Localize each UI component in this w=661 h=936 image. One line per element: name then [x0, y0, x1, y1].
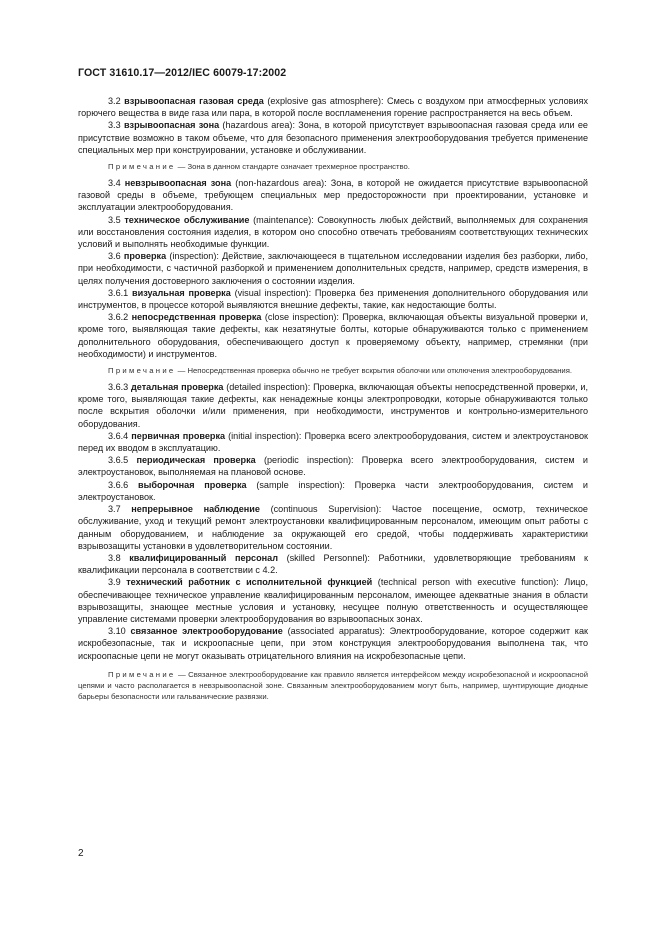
note-1: Примечание — Зона в данном стандарте означает трехмерное пространство. — [108, 162, 410, 172]
clause-3-4: 3.4 невзрывоопасная зона (non-hazardous area): Зона, в которой не ожидается присутствие взрывоопасной газовой среды в объеме, требующем специальных мер предосторожности при проектировании, установке и эксплуатации электрооборудования. — [78, 178, 588, 213]
clause-3-3: 3.3 взрывоопасная зона (hazardous area): Зона, в которой присутствует взрывоопасная газовая среда или ее присутствие возможно в таком объеме, что для безопасного применения электрооборудования требуется применение специальных мер при конструировании, установке и обслуживании. — [78, 120, 588, 155]
clause-3-8: 3.8 квалифицированный персонал (skilled Personnel): Работники, удовлетворяющие требованиям к квалификации персонала в соответствии с 4.2. — [78, 552, 589, 576]
term: детальная проверка — [130, 382, 224, 393]
clause-3-7: 3.7 непрерывное наблюдение (continuous Supervision): Частое посещение, осмотр, техническое обслуживание, уход и текущий ремонт электроустановки квалифицированным персоналом, имеющим опыт работы с данным оборудованием, и наблюдение за окружающей его средой, чтобы поддерживать характеристики взрывозащиты установки в удовлетворительном состоянии. — [78, 504, 588, 551]
clause-3-6-3: 3.6.3 детальная проверка (detailed inspection): Проверка, включающая объекты непосредственной проверки, и, кроме того, выявляющая такие дефекты, как ненадежные концы электропроводки, которые обнаруживаются только после вскрытия оболочки и/или применения, при необходимости, инструментов и контрольно-измерительного оборудования. — [78, 382, 589, 429]
clause-3-6-1: 3.6.1 визуальная проверка (visual inspection): Проверка без применения дополнительного оборудования или инструментов, в процессе которой выявляются внешние дефекты, такие, как недостающие болты. — [78, 287, 589, 311]
clause-3-6-5: 3.6.5 периодическая проверка (periodic inspection): Проверка всего электрооборудования, систем и электроустановок, выполняемая на плановой основе. — [78, 455, 588, 478]
clause-3-2: 3.2 взрывоопасная газовая среда (explosive gas atmosphere): Смесь с воздухом при атмосферных условиях горючего вещества в виде газа или пара, в которой после воспламенения горение распространяется на весь объем. — [78, 96, 589, 119]
clause-3-10: 3.10 связанное электрооборудование (associated apparatus): Электрооборудование, которое содержит как искробезопасные, так и искроопасные цепи, при этом конструкция электрооборудования выполнена так, что искроопасные цепи не могут оказывать отрицательного влияния на искробезопасные цепи. — [78, 626, 589, 661]
term: невзрывоопасная зона — [124, 178, 232, 189]
term: взрывоопасная зона — [123, 120, 220, 131]
term: первичная проверка — [131, 430, 226, 441]
clause-3-6-2: 3.6.2 непосредственная проверка (close inspection): Проверка, включающая объекты визуальной проверки и, кроме того, выявляющая такие дефекты, как незатянутые болты, которые обнаруживаются только с применением дополнительного оборудования, обеспечивающего доступ к проверяемому объекту, например, стремянки (при необходимости) и инструментов. — [78, 312, 588, 359]
term: технический работник с исполнительной функцией — [126, 577, 373, 588]
note-3: Примечание — Связанное электрооборудование как правило является интерфейсом между искробезопасной и искроопасной цепями и часто располагается в невзрывоопасной зоне. Связанным электрооборудованием могут быть, например, шунтирующие диодные барьеры безопасности или гальванические развязки. — [78, 669, 588, 701]
term: визуальная проверка — [132, 287, 231, 298]
note-2: Примечание — Непосредственная проверка обычно не требует вскрытия оболочки или отключения электрооборудования. — [108, 366, 573, 376]
term: выборочная проверка — [137, 479, 247, 490]
clause-3-6-6: 3.6.6 выборочная проверка (sample inspection): Проверка части электрооборудования, систем и электроустановок. — [78, 479, 588, 502]
page-number: 2 — [78, 848, 84, 859]
term: непосредственная проверка — [131, 312, 262, 323]
term: проверка — [123, 251, 167, 262]
document-body — [78, 95, 588, 707]
term: техническое обслуживание — [124, 214, 250, 225]
term: непрерывное наблюдение — [131, 504, 260, 515]
clause-3-6: 3.6 проверка (inspection): Действие, заключающееся в тщательном исследовании изделия без разборки, либо, при необходимости, с частичной разборкой и применением дополнительных средств, например, средств измерения, в целях получения достоверного заключения о состоянии изделия. — [78, 251, 588, 286]
clause-3-5: 3.5 техническое обслуживание (maintenance): Совокупность любых действий, выполняемых для сохранения или восстановления состояния изделия, в котором оно способно отвечать требованиям соответствующих технических условий и выполнять необходимые функции. — [78, 214, 588, 250]
document-header: ГОСТ 31610.17—2012/IEC 60079-17:2002 — [78, 67, 287, 79]
term: связанное электрооборудование — [130, 626, 283, 637]
clause-3-9: 3.9 технический работник с исполнительной функцией (technical person with executive function): Лицо, обеспечивающее техническое управление квалифицированным персоналом, имеющее адекватные знания в области взрывозащиты, знающее местные условия и установку, несущее полную ответственность и осуществляющее управление системами проверки электрооборудования во взрывоопасных зонах. — [78, 577, 588, 624]
term: квалифицированный персонал — [129, 552, 279, 563]
term: взрывоопасная газовая среда — [124, 96, 264, 106]
term: периодическая проверка — [136, 455, 256, 466]
clause-3-6-4: 3.6.4 первичная проверка (initial inspection): Проверка всего электрооборудования, систем и электроустановок перед их вводом в эксплуатацию. — [78, 430, 588, 454]
